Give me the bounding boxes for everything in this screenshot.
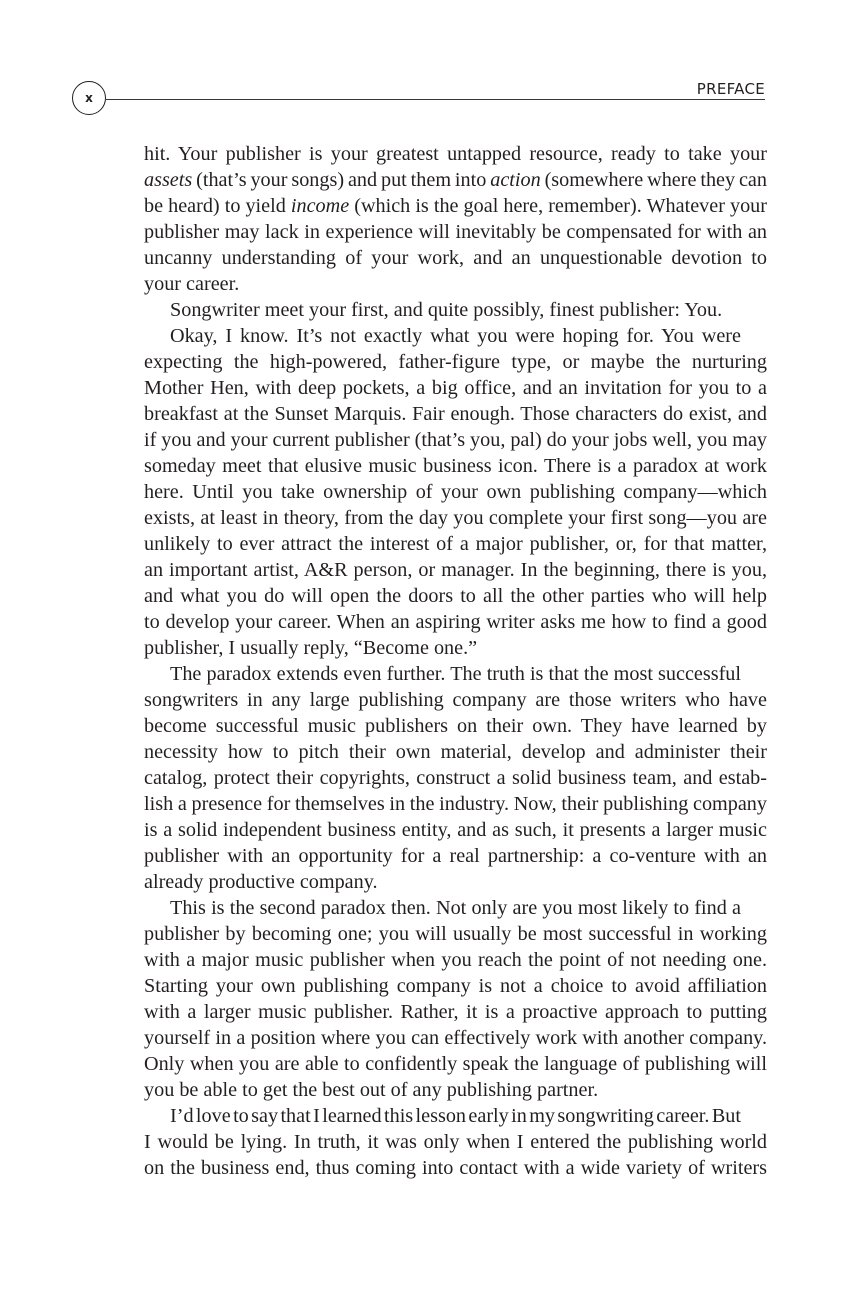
text-line: publisher with an opportunity for a real partnership: a co-venture with an (144, 845, 767, 867)
text-line: an important artist, A&R person, or manager. In the beginning, there is you, (144, 559, 767, 581)
text-line: to develop your career. When an aspiring writer asks me how to find a good (144, 611, 767, 633)
text-line: hit. Your publisher is your greatest untapped resource, ready to take your (144, 143, 767, 165)
text-line: you be able to get the best out of any publishing partner. (144, 1079, 599, 1101)
emphasized-term: income (290, 195, 350, 217)
page-number-badge (72, 81, 106, 115)
emphasized-term: action (490, 169, 541, 191)
text-line: necessity how to pitch their own material, develop and administer their (144, 741, 767, 763)
paragraph (144, 661, 767, 895)
header-rule (106, 99, 765, 100)
text-line: I’d love to say that I learned this lesson early in my songwriting career. But (170, 1105, 741, 1127)
emphasized-term: assets (144, 169, 193, 191)
text-line: become successful music publishers on their own. They have learned by (144, 715, 767, 737)
text-line: Only when you are able to confidently speak the language of publishing will (144, 1053, 767, 1075)
text-line: is a solid independent business entity, and as such, it presents a larger music (144, 819, 767, 841)
text-line: here. Until you take ownership of your own publishing company—which (144, 481, 767, 503)
text-line: publisher, I usually reply, “Become one.” (144, 637, 478, 659)
text-line: Mother Hen, with deep pockets, a big office, and an invitation for you to a (144, 377, 767, 399)
text-line: with a major music publisher when you reach the point of not needing one. (144, 949, 767, 971)
text-line: assets (that’s your songs) and put them into action (somewhere where they can (144, 169, 767, 191)
text-line: exists, at least in theory, from the day you complete your first song—you are (144, 507, 767, 529)
text-line: unlikely to ever attract the interest of a major publisher, or, for that matter, (144, 533, 767, 555)
paragraph (144, 323, 767, 661)
text-line: and what you do will open the doors to all the other parties who will help (144, 585, 767, 607)
text-line: Okay, I know. It’s not exactly what you were hoping for. You were (170, 325, 741, 347)
text-line: your career. (144, 273, 240, 295)
text-line: with a larger music publisher. Rather, it is a proactive approach to putting (144, 1001, 767, 1023)
text-line: publisher may lack in experience will inevitably be compensated for with an (144, 221, 767, 243)
text-line: already productive company. (144, 871, 378, 893)
text-line: Songwriter meet your first, and quite possibly, finest publisher: You. (170, 299, 723, 321)
text-line: I would be lying. In truth, it was only when I entered the publishing world (144, 1131, 767, 1153)
text-line: The paradox extends even further. The truth is that the most successful (170, 663, 741, 685)
paragraph (144, 1103, 767, 1181)
text-line: lish a presence for themselves in the industry. Now, their publishing company (144, 793, 767, 815)
body-text (144, 141, 767, 1181)
text-line: be heard) to yield income (which is the goal here, remember). Whatever your (144, 195, 767, 217)
text-line: uncanny understanding of your work, and an unquestionable devotion to (144, 247, 767, 269)
text-line: catalog, protect their copyrights, construct a solid business team, and estab- (144, 767, 767, 789)
text-line: publisher by becoming one; you will usually be most successful in working (144, 923, 767, 945)
text-line: someday meet that elusive music business icon. There is a paradox at work (144, 455, 767, 477)
text-line: Starting your own publishing company is not a choice to avoid affiliation (144, 975, 767, 997)
paragraph (144, 895, 767, 1103)
text-line: yourself in a position where you can effectively work with another company. (144, 1027, 767, 1049)
page-number: x (85, 91, 93, 105)
text-line: on the business end, thus coming into contact with a wide variety of writers (144, 1157, 767, 1179)
text-line: expecting the high-powered, father-figure type, or maybe the nurturing (144, 351, 767, 373)
running-head: PREFACE (696, 80, 765, 98)
text-line: breakfast at the Sunset Marquis. Fair enough. Those characters do exist, and (144, 403, 767, 425)
paragraph (144, 141, 767, 297)
text-line: if you and your current publisher (that’s you, pal) do your jobs well, you may (144, 429, 767, 451)
page-header (0, 0, 864, 130)
text-line: songwriters in any large publishing company are those writers who have (144, 689, 767, 711)
text-line: This is the second paradox then. Not only are you most likely to find a (170, 897, 741, 919)
paragraph (144, 297, 767, 323)
